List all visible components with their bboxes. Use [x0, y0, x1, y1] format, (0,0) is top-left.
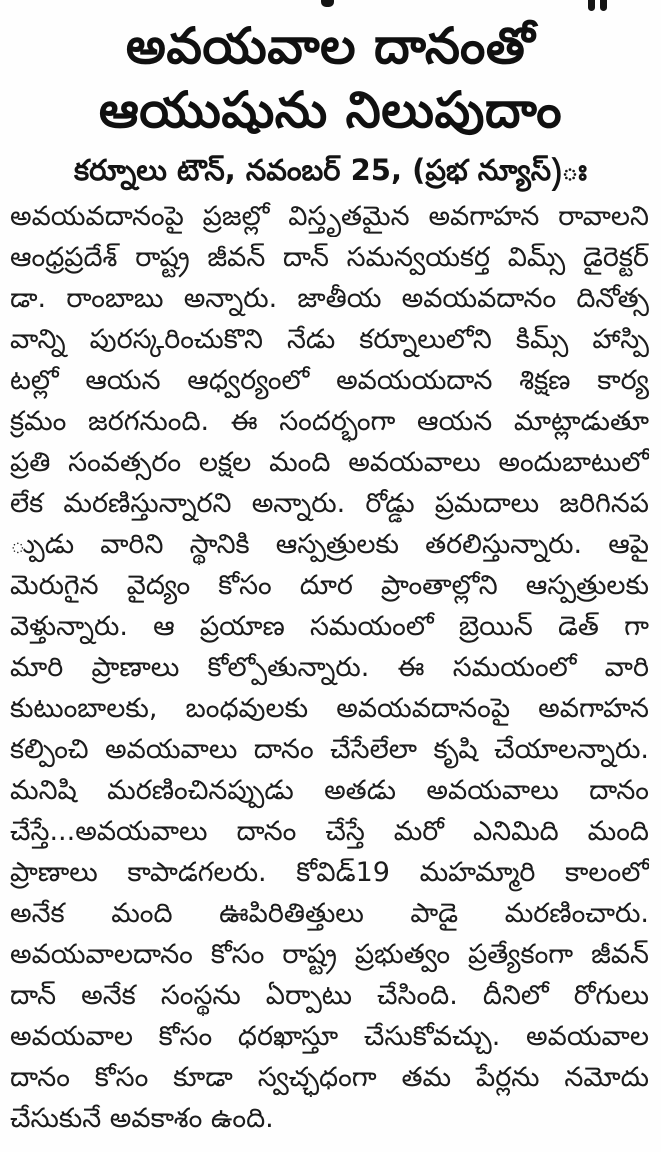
- body-text-line: చేసుకునే అవకాశం ఉంది.: [10, 1103, 274, 1134]
- headline-line-1: అవయవాల దానంతో: [125, 17, 536, 75]
- body-text-line: కల్పించి అవయవాలు దానం చేసేలేలా కృషి చేయాలన్నారు.: [10, 734, 649, 765]
- body-text-line: చేస్తే...అవయవాలు దానం చేస్తే మరో ఎనిమిది మంది: [10, 816, 649, 847]
- body-text-line: అవయవాలదానం కోసం రాష్ట్ర ప్రభుత్వం ప్రత్యేకంగా జీవన్: [10, 939, 649, 970]
- body-text-line: అవయవదానంపై ప్రజల్లో విస్తృతమైన అవగాహన రావాలని: [10, 201, 649, 232]
- article-headline: [20, 14, 641, 142]
- body-text-line: ప్రాణాలు కాపాడగలరు. కోవిడ్19 మహమ్మారి కాలంలో: [10, 857, 649, 888]
- body-text-line: దానం కోసం కూడా స్వచ్ఛధంగా తమ పేర్లను నమోదు: [10, 1062, 649, 1093]
- body-text-line: ఆంధ్రప్రదేశ్ రాష్ట్ర జీవన్ దాన్ సమన్వయకర్త విమ్స్ డైరెక్టర్: [10, 242, 649, 273]
- body-text-line: వాన్ని పురస్కరించుకొని నేడు కర్నూలులోని కిమ్స్ హాస్పి: [10, 324, 649, 355]
- body-text-line: అవయవాల కోసం ధరఖాస్తూ చేసుకోవచ్చు. అవయవాల: [10, 1021, 649, 1052]
- body-text-line: దాన్ అనేక సంస్థను ఏర్పాటు చేసింది. దీనిలో రోగులు: [10, 980, 649, 1011]
- body-text-line: వెళ్తున్నారు. ఆ ప్రయాణ సమయంలో బ్రెయిన్ డెత్ గా: [10, 611, 649, 642]
- body-text-line: క్రమం జరగనుంది. ఈ సందర్భంగా ఆయన మాట్లాడుతూ: [10, 406, 649, 437]
- article-body: [10, 196, 649, 1139]
- body-text-line: కుటుంబాలకు, బంధవులకు అవయవదానంపై అవగాహన: [10, 693, 649, 724]
- body-text-line: లేక మరణిస్తున్నారని అన్నారు. రోడ్డు ప్రమదాలు జరిగినప: [10, 488, 649, 519]
- article-dateline: కర్నూలు టౌన్, నవంబర్ 25, (ప్రభ న్యూస్)ః: [73, 153, 587, 187]
- cropped-glyph-remnant: [588, 0, 595, 11]
- body-text-line: ప్రతి సంవత్సరం లక్షల మంది అవయవాలు అందుబాటులో: [10, 447, 649, 478]
- body-text-line: డా. రాంబాబు అన్నారు. జాతీయ అవయవదానం దినోత్స: [10, 283, 649, 314]
- body-text-line: మారి ప్రాణాలు కోల్పోతున్నారు. ఈ సమయంలో వారి: [10, 652, 649, 683]
- body-text-line: మెరుగైన వైద్యం కోసం దూర ప్రాంతాల్లోని ఆస్పత్రులకు: [10, 570, 649, 601]
- cropped-glyph-remnant: [321, 0, 334, 7]
- cropped-glyph-remnant: [600, 0, 607, 11]
- body-text-line: అనేక మంది ఊపిరితిత్తులు పాడై మరణించారు.: [10, 898, 649, 929]
- body-text-line: మనిషి మరణించినప్పుడు అతడు అవయవాలు దానం: [10, 775, 649, 806]
- body-text-line: టల్లో ఆయన ఆధ్వర్యంలో అవయయదాన శిక్షణ కార్య: [10, 365, 649, 396]
- headline-line-2: ఆయుషును నిలుపుదాం: [98, 81, 563, 139]
- body-text-line: ్పుడు వారిని స్థానికి ఆస్పత్రులకు తరలిస్తున్నారు. ఆపై: [10, 529, 649, 560]
